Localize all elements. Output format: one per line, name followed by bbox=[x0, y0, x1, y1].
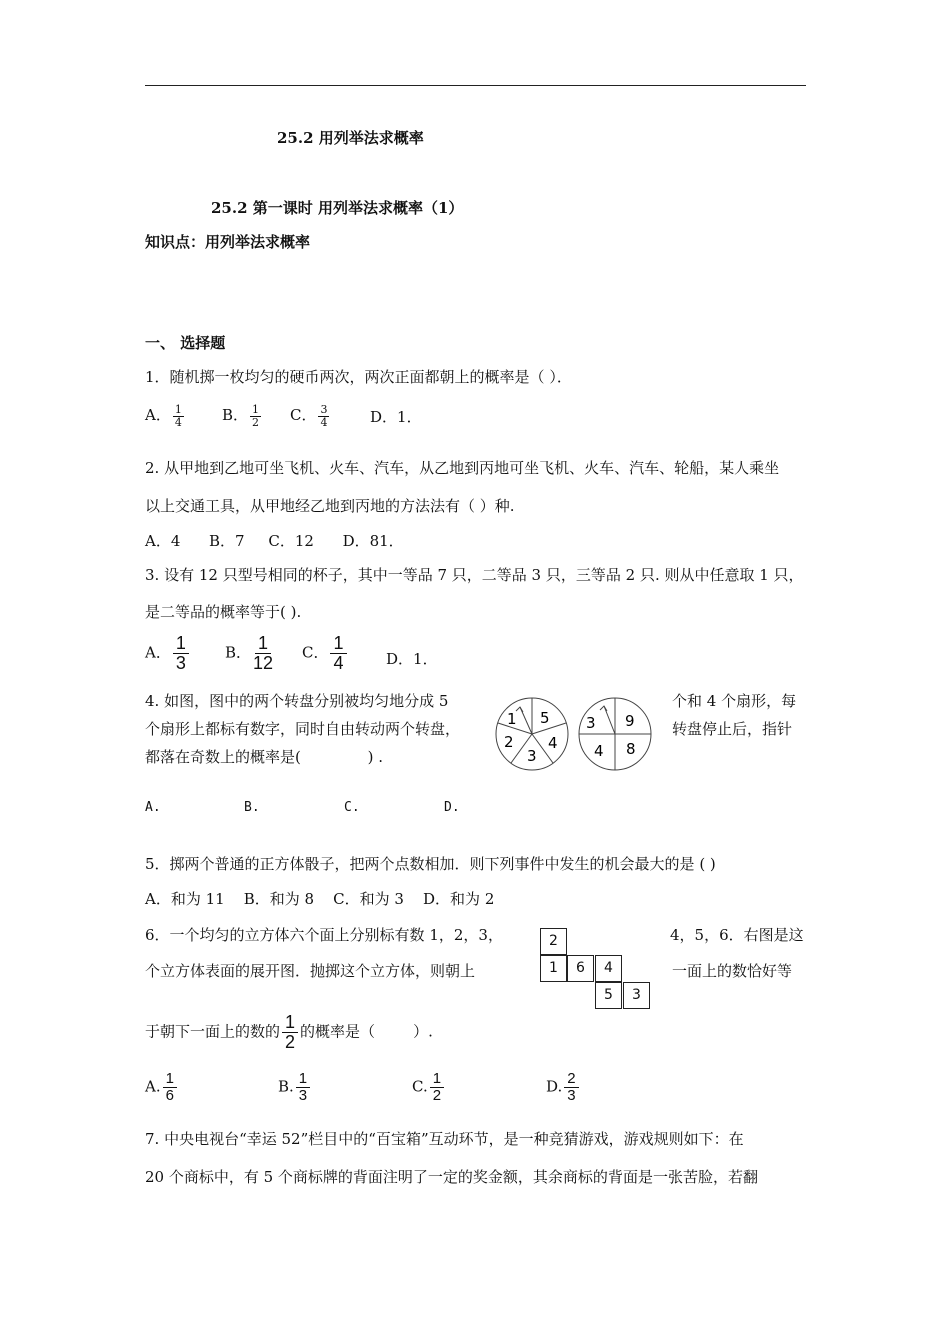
spinner2-label: 3 bbox=[586, 714, 596, 732]
q4-right-line2: 转盘停止后，指针 bbox=[672, 720, 793, 738]
lesson-title: 25.2 第一课时 用列举法求概率（1） bbox=[211, 199, 464, 217]
q6-option-c: C. $\frac{1}{2}$ bbox=[412, 1071, 446, 1104]
spinner-figure bbox=[494, 694, 660, 774]
q3-line2: 是二等品的概率等于( ). bbox=[145, 603, 302, 621]
q7-line1: 7. 中央电视台“幸运 52”栏目中的“百宝箱”互动环节，是一种竞猜游戏，游戏规则如下：在 bbox=[145, 1130, 744, 1148]
spinner2-label: 8 bbox=[626, 740, 636, 758]
net-face: 2 bbox=[540, 928, 567, 955]
spinner1-label: 1 bbox=[507, 710, 517, 728]
q6-left-line1: 6．一个均匀的立方体六个面上分别标有数 1，2，3， bbox=[145, 926, 503, 944]
page-title: 25.2 用列举法求概率 bbox=[277, 129, 424, 147]
q1-option-a: A． $\frac{1}{4}$ bbox=[145, 403, 182, 429]
section-heading: 一、 选择题 bbox=[145, 334, 226, 352]
q1-option-d: D．1． bbox=[370, 408, 422, 426]
q4-right-line1: 个和 4 个扇形，每 bbox=[672, 692, 797, 710]
q3-option-a: A． $\frac{1}{3}$ bbox=[145, 634, 191, 673]
spinner1-label: 3 bbox=[527, 747, 537, 765]
q4-option-a: A. bbox=[145, 800, 161, 815]
q6-option-b: B. $\frac{1}{3}$ bbox=[278, 1071, 312, 1104]
q4-left-line1: 4. 如图，图中的两个转盘分别被均匀地分成 5 bbox=[145, 692, 449, 710]
q5-stem: 5．掷两个普通的正方体骰子，把两个点数相加．则下列事件中发生的机会最大的是 ( ) bbox=[145, 855, 716, 873]
q4-left-line3: 都落在奇数上的概率是( ) . bbox=[145, 748, 383, 766]
q4-option-b: B. bbox=[244, 800, 260, 815]
q6-left-line2: 个立方体表面的展开图．抛掷这个立方体，则朝上 bbox=[145, 962, 476, 980]
net-face: 5 bbox=[595, 982, 622, 1009]
q6-option-d: D. $\frac{2}{3}$ bbox=[546, 1071, 581, 1104]
q6-right-line2: 一面上的数恰好等 bbox=[672, 962, 793, 980]
q2-line1: 2. 从甲地到乙地可坐飞机、火车、汽车，从乙地到丙地可坐飞机、火车、汽车、轮船，某人乘坐 bbox=[145, 459, 780, 477]
spinner1-label: 4 bbox=[548, 734, 558, 752]
q2-options: A．4 B．7 C．12 D．81． bbox=[145, 532, 404, 550]
q3-option-d: D．1． bbox=[386, 650, 438, 668]
q3-option-c: C． $\frac{1}{4}$ bbox=[302, 634, 349, 673]
net-face: 6 bbox=[567, 955, 594, 982]
spinner1-label: 5 bbox=[540, 709, 550, 727]
q7-line2: 20 个商标中，有 5 个商标牌的背面注明了一定的奖金额，其余商标的背面是一张苦脸，若翻 bbox=[145, 1168, 758, 1186]
spinner2-label: 4 bbox=[594, 742, 604, 760]
q6-line3: 于朝下一面上的数的 $\frac{1}{2}$ 的概率是（ ）. bbox=[145, 1012, 433, 1052]
q4-option-c: C. bbox=[344, 800, 360, 815]
q6-right-line1: 4，5，6．右图是这 bbox=[670, 926, 804, 944]
q4-option-d: D. bbox=[444, 800, 460, 815]
spinner1-label: 2 bbox=[504, 733, 514, 751]
header-rule bbox=[145, 85, 806, 86]
net-face: 1 bbox=[540, 955, 567, 982]
spinner-four-sectors bbox=[579, 698, 651, 770]
net-face: 3 bbox=[623, 982, 650, 1009]
q6-option-a: A. $\frac{1}{6}$ bbox=[145, 1071, 179, 1104]
q3-line1: 3. 设有 12 只型号相同的杯子，其中一等品 7 只，二等品 3 只，三等品 2 只. 则从中任意取 1 只， bbox=[145, 566, 804, 584]
spinner2-label: 9 bbox=[625, 712, 635, 730]
q4-left-line2: 个扇形上都标有数字，同时自由转动两个转盘， bbox=[145, 720, 461, 738]
q3-option-b: B． $\frac{1}{12}$ bbox=[225, 633, 274, 673]
q1-option-c: C． $\frac{3}{4}$ bbox=[290, 403, 328, 429]
q1-stem: 1．随机掷一枚均匀的硬币两次，两次正面都朝上的概率是（ ）． bbox=[145, 368, 572, 386]
knowledge-point: 知识点：用列举法求概率 bbox=[145, 233, 311, 251]
q2-line2: 以上交通工具，从甲地经乙地到丙地的方法法有（ ）种. bbox=[145, 497, 515, 515]
q1-option-b: B． $\frac{1}{2}$ bbox=[222, 403, 260, 429]
net-face: 4 bbox=[595, 955, 622, 982]
q5-options: A．和为 11 B．和为 8 C．和为 3 D．和为 2 bbox=[145, 890, 495, 908]
